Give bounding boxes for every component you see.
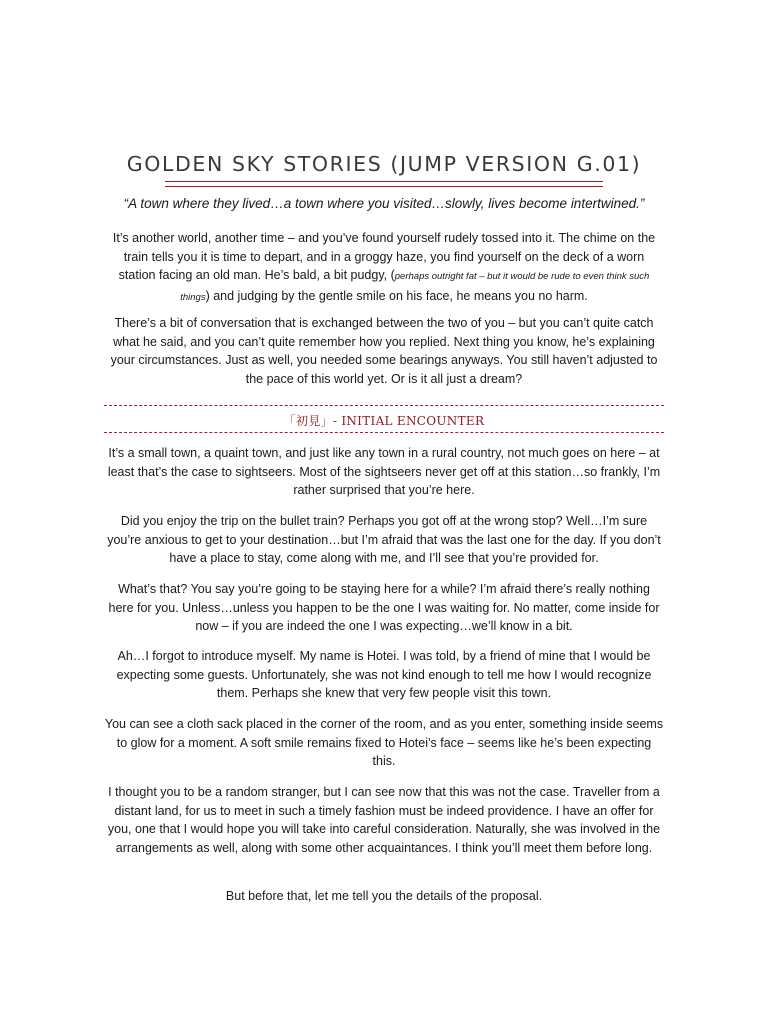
- section-paragraph: You can see a cloth sack placed in the corner of the room, and as you enter, something inside seems to glow for a moment. A soft smile remains fixed to Hotei’s face – seems like he’s been expecting this.: [104, 717, 664, 768]
- page-title: GOLDEN SKY STORIES (JUMP VERSION G.01): [126, 152, 642, 176]
- section-paragraph: It’s a small town, a quaint town, and just like any town in a rural country, not much goes on here – at least that’s the case to sightseers. Most of the sightseers never get off at this station…so frankly, I’m rather surprised that you’re here.: [107, 446, 661, 497]
- intro-paragraph-1-text-a: It’s another world, another time – and you’ve found yourself rudely tossed into it. The chime on the train tells you it is time to depart, and in a groggy haze, you find yourself on the deck of a worn station facing an old man. He’s bald, a bit pudgy, (: [112, 231, 656, 282]
- section-paragraph-closing: But before that, let me tell you the details of the proposal.: [225, 889, 543, 903]
- title-underline-top: [165, 181, 603, 182]
- section-divider-top: [104, 405, 664, 406]
- intro-paragraph-1-text-b: ) and judging by the gentle smile on his face, he means you no harm.: [205, 288, 588, 303]
- section-divider-bottom: [104, 432, 664, 433]
- section-paragraph: Ah…I forgot to introduce myself. My name is Hotei. I was told, by a friend of mine that I would be expecting some guests. Unfortunately, she was not kind enough to tell me how I would recognize them. Perhaps she knew that very few people visit this town.: [116, 649, 652, 700]
- section-paragraph: Did you enjoy the trip on the bullet train? Perhaps you got off at the wrong stop? Well…I’m sure you’re anxious to get to your destination…but I’m afraid that was the last one for the day. If you don’t have a place to stay, come along with me, and I’ll see that you’re provided for.: [107, 514, 661, 565]
- title-underline-bottom: [165, 186, 603, 187]
- section-paragraph: I thought you to be a random stranger, but I can see now that this was not the case. Traveller from a distant land, for us to meet in such a timely fashion must be indeed providence. I have an offer for you, one that I would hope you will take into careful consideration. Naturally, she was involved in the arrangements as well, along with some other acquaintances. I think you’ll meet them before long.: [107, 785, 661, 855]
- intro-paragraph-1: [104, 229, 664, 307]
- section-paragraph: What’s that? You say you’re going to be staying here for a while? I’m afraid there’s really nothing here for you. Unless…unless you happen to be the one I was waiting for. No matter, come inside for now – if you are indeed the one I was expecting…we’ll know in a bit.: [108, 582, 660, 633]
- intro-paragraph-2: There’s a bit of conversation that is exchanged between the two of you – but you can’t quite catch what he said, and you can’t quite remember how you replied. Next thing you know, he’s explaining your circumstances. Just as well, you needed some bearings anyways. You still haven’t adjusted to the pace of this world yet. Or is it all just a dream?: [110, 316, 658, 386]
- intro-paragraph-1-aside: perhaps outright fat – but it would be rude to even think such things: [180, 271, 650, 303]
- intro-quote: “A town where they lived…a town where you visited…slowly, lives become intertwined.”: [123, 196, 645, 211]
- section-heading: 「初見」- INITIAL ENCOUNTER: [283, 414, 485, 428]
